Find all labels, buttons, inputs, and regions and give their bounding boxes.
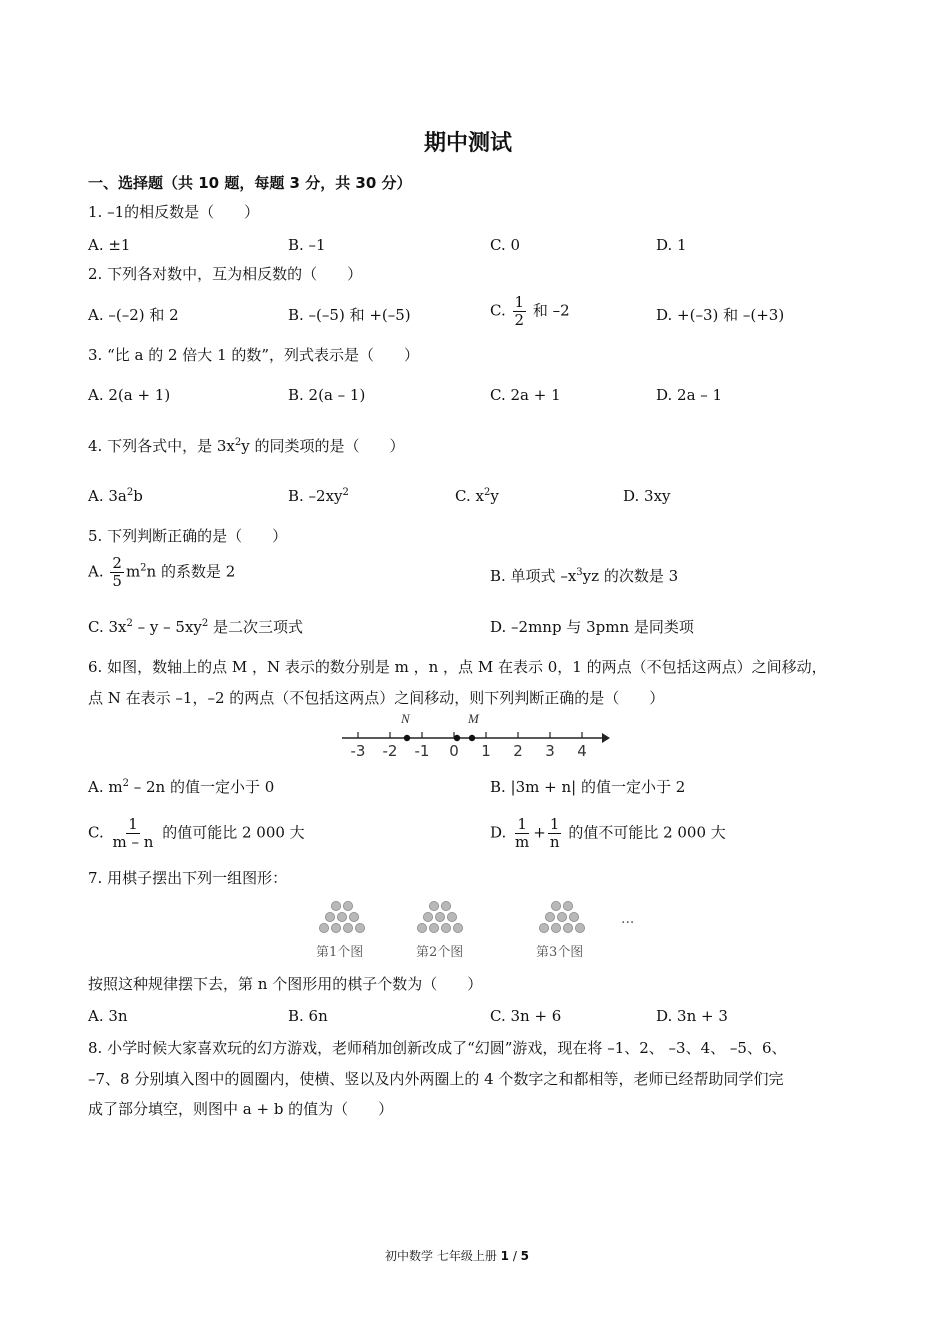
- page-total: 5: [520, 1249, 530, 1263]
- exponent: 2: [234, 437, 242, 448]
- q1-option-c: C. 0: [490, 236, 521, 254]
- fraction: [513, 816, 531, 851]
- q8-stem-line3: 成了部分填空，则图中 a + b 的值为（ ）: [88, 1100, 394, 1118]
- fraction: [513, 294, 527, 329]
- fig3-caption: 第3个图: [536, 945, 584, 960]
- chess-piece: [331, 923, 340, 932]
- q5-option-b-pre: B. 单项式 –x: [490, 567, 577, 585]
- chess-piece: [563, 923, 572, 932]
- q7-option-c: C. 3n + 6: [490, 1007, 562, 1025]
- q2-option-c-text: 和 –2: [532, 301, 570, 320]
- q4-option-c-pre: C. x: [455, 487, 484, 505]
- fraction-numerator: 2: [112, 554, 122, 572]
- arrow-right-icon: [602, 733, 610, 743]
- chess-piece: [557, 912, 566, 921]
- chess-piece: [429, 901, 438, 910]
- q7-option-b: B. 6n: [288, 1007, 328, 1025]
- tick-label: 1: [481, 742, 491, 760]
- q4-option-a-pre: A. 3a: [88, 487, 127, 505]
- q5-option-b: [490, 566, 678, 586]
- page-footer: [385, 1247, 529, 1264]
- q2-option-a: A. –(–2) 和 2: [88, 306, 179, 324]
- q4-option-c: [455, 486, 499, 506]
- q6-option-d: [490, 816, 726, 851]
- q7-follow: 按照这种规律摆下去，第 n 个图形用的棋子个数为（ ）: [88, 975, 483, 993]
- q5-option-c-pre: C. 3x: [88, 618, 127, 636]
- q6-option-a-post: – 2n 的值一定小于 0: [128, 778, 275, 796]
- q6-option-a: [88, 777, 274, 797]
- chess-pieces: [319, 901, 584, 932]
- chess-piece: [569, 912, 578, 921]
- q4-option-a: [88, 486, 143, 506]
- q4-option-c-post: y: [490, 487, 499, 505]
- chess-piece: [319, 923, 328, 932]
- section-heading: 一、选择题（共 10 题，每题 3 分，共 30 分）: [88, 174, 412, 192]
- tick-label: -1: [414, 742, 430, 760]
- q4-option-b: [288, 486, 349, 506]
- exponent: 2: [342, 487, 349, 498]
- q2-option-d: D. +(–3) 和 –(+3): [656, 306, 785, 324]
- q5-option-a-label: A.: [88, 562, 104, 581]
- fraction: [110, 555, 124, 590]
- fraction: [111, 816, 156, 851]
- tick-label: 4: [577, 742, 587, 760]
- chess-piece: [423, 912, 432, 921]
- q6-option-c-text: 的值可能比 2 000 大: [162, 823, 305, 842]
- footer-text: 初中数学 七年级上册: [385, 1249, 501, 1263]
- exponent: 2: [122, 778, 129, 789]
- q6-option-c-label: C.: [88, 823, 104, 842]
- q3-option-d: D. 2a – 1: [656, 386, 723, 404]
- chess-piece: [539, 923, 548, 932]
- exponent: 3: [576, 567, 583, 578]
- q5-option-c: [88, 617, 303, 637]
- tick-label: 0: [449, 742, 459, 760]
- exponent: 2: [201, 618, 209, 629]
- q1-option-a: A. ±1: [88, 236, 131, 254]
- fig2-caption: 第2个图: [416, 945, 464, 960]
- exponent: 2: [140, 562, 147, 574]
- q5-option-a-m: m: [125, 562, 141, 581]
- q3-option-b: B. 2(a – 1): [288, 386, 366, 404]
- q6-option-c: [88, 816, 305, 851]
- fraction: [548, 816, 562, 851]
- fraction-numerator: 1: [549, 815, 560, 833]
- q6-stem-line2: 点 N 在表示 –1，–2 的两点（不包括这两点）之间移动，则下列判断正确的是（ ）: [88, 689, 665, 707]
- q8-stem-line2: –7、8 分别填入图中的圆圈内，使横、竖以及内外两圈上的 4 个数字之和都相等，老师已经帮助同学们完: [88, 1070, 784, 1088]
- page-separator: /: [509, 1249, 521, 1263]
- ellipsis: ···: [621, 915, 635, 931]
- point-n: [404, 735, 410, 741]
- number-line-figure: [330, 708, 610, 762]
- q4-stem-pre: 4. 下列各式中，是 3x: [88, 437, 235, 455]
- q1-option-b: B. –1: [288, 236, 326, 254]
- point-zero: [454, 735, 460, 741]
- chess-piece: [343, 923, 352, 932]
- chess-piece: [429, 923, 438, 932]
- q5-option-c-mid: – y – 5xy: [132, 618, 202, 636]
- chess-piece: [325, 912, 334, 921]
- chess-piece: [575, 923, 584, 932]
- q6-option-d-text: 的值不可能比 2 000 大: [568, 823, 726, 842]
- exponent: 2: [126, 487, 134, 498]
- q7-stem: 7. 用棋子摆出下列一组图形：: [88, 869, 288, 887]
- fraction-numerator: 1: [514, 293, 525, 311]
- plus-sign: +: [533, 823, 546, 842]
- q4-option-b-pre: B. –2xy: [288, 487, 343, 505]
- q8-stem-line1: 8. 小学时候大家喜欢玩的幻方游戏，老师稍加创新改成了“幻圆”游戏，现在将 –1、2、 –3、4、 –5、6、: [88, 1039, 787, 1057]
- q5-option-a-post: n 的系数是 2: [146, 562, 236, 581]
- chess-piece: [355, 923, 364, 932]
- q5-option-a: [88, 555, 235, 590]
- fraction-numerator: 1: [128, 815, 138, 833]
- q5-option-c-post: 是二次三项式: [208, 618, 304, 636]
- exponent: 2: [126, 618, 133, 629]
- tick-label: -3: [350, 742, 366, 760]
- point-m: [469, 735, 475, 741]
- q3-option-c: C. 2a + 1: [490, 386, 561, 404]
- chess-piece: [551, 923, 560, 932]
- q6-stem-line1: 6. 如图，数轴上的点 M ，N 表示的数分别是 m ，n ，点 M 在表示 0，1 的两点（不包括这两点）之间移动，: [88, 658, 827, 676]
- q7-option-a: A. 3n: [88, 1007, 128, 1025]
- number-line-ticks: [351, 732, 587, 760]
- q6-option-d-label: D.: [490, 823, 507, 842]
- fig1-caption: 第1个图: [316, 945, 364, 960]
- q4-stem-post: y 的同类项的是（ ）: [241, 437, 405, 455]
- fraction-denominator: n: [549, 833, 560, 851]
- q4-option-d: D. 3xy: [623, 487, 671, 505]
- page-title: 期中测试: [424, 131, 513, 156]
- chess-piece: [545, 912, 554, 921]
- q4-option-a-post: b: [133, 487, 143, 505]
- q2-option-c: [490, 294, 570, 329]
- chess-piece: [441, 923, 450, 932]
- tick-label: -2: [382, 742, 398, 760]
- chess-piece: [551, 901, 560, 910]
- q5-option-d: D. –2mnp 与 3pmn 是同类项: [490, 618, 694, 636]
- q7-option-d: D. 3n + 3: [656, 1007, 728, 1025]
- fraction-denominator: m: [515, 833, 530, 851]
- fraction-denominator: 2: [514, 311, 525, 329]
- chess-piece: [453, 923, 462, 932]
- chess-piece: [563, 901, 572, 910]
- q5-stem: 5. 下列判断正确的是（ ）: [88, 527, 288, 545]
- chess-piece: [441, 901, 450, 910]
- q4-stem: [88, 436, 404, 456]
- fraction-denominator: m – n: [112, 833, 154, 851]
- q2-option-c-label: C.: [490, 301, 506, 320]
- fraction-denominator: 5: [112, 572, 122, 590]
- q1-option-d: D. 1: [656, 236, 687, 254]
- chess-piece: [337, 912, 346, 921]
- q3-option-a: A. 2(a + 1): [88, 386, 171, 404]
- q6-option-a-pre: A. m: [88, 778, 123, 796]
- exponent: 2: [483, 487, 491, 498]
- q6-option-b: B. |3m + n| 的值一定小于 2: [490, 778, 686, 796]
- q2-option-b: B. –(–5) 和 +(–5): [288, 306, 411, 324]
- chess-piece: [447, 912, 456, 921]
- q3-stem: 3. “比 a 的 2 倍大 1 的数”，列式表示是（ ）: [88, 346, 420, 364]
- q5-option-b-post: yz 的次数是 3: [582, 567, 679, 585]
- q2-stem: 2. 下列各对数中，互为相反数的（ ）: [88, 265, 363, 283]
- chess-piece: [349, 912, 358, 921]
- q1-stem: 1. –1的相反数是（ ）: [88, 203, 260, 221]
- chess-piece: [331, 901, 340, 910]
- chess-piece: [417, 923, 426, 932]
- label-m: M: [468, 711, 479, 726]
- tick-label: 2: [513, 742, 523, 760]
- chess-piece: [343, 901, 352, 910]
- chess-pattern-figure: [308, 896, 648, 964]
- tick-label: 3: [545, 742, 555, 760]
- fraction-numerator: 1: [517, 815, 527, 833]
- page-number: 1: [500, 1249, 509, 1263]
- chess-piece: [435, 912, 444, 921]
- label-n: N: [401, 711, 410, 726]
